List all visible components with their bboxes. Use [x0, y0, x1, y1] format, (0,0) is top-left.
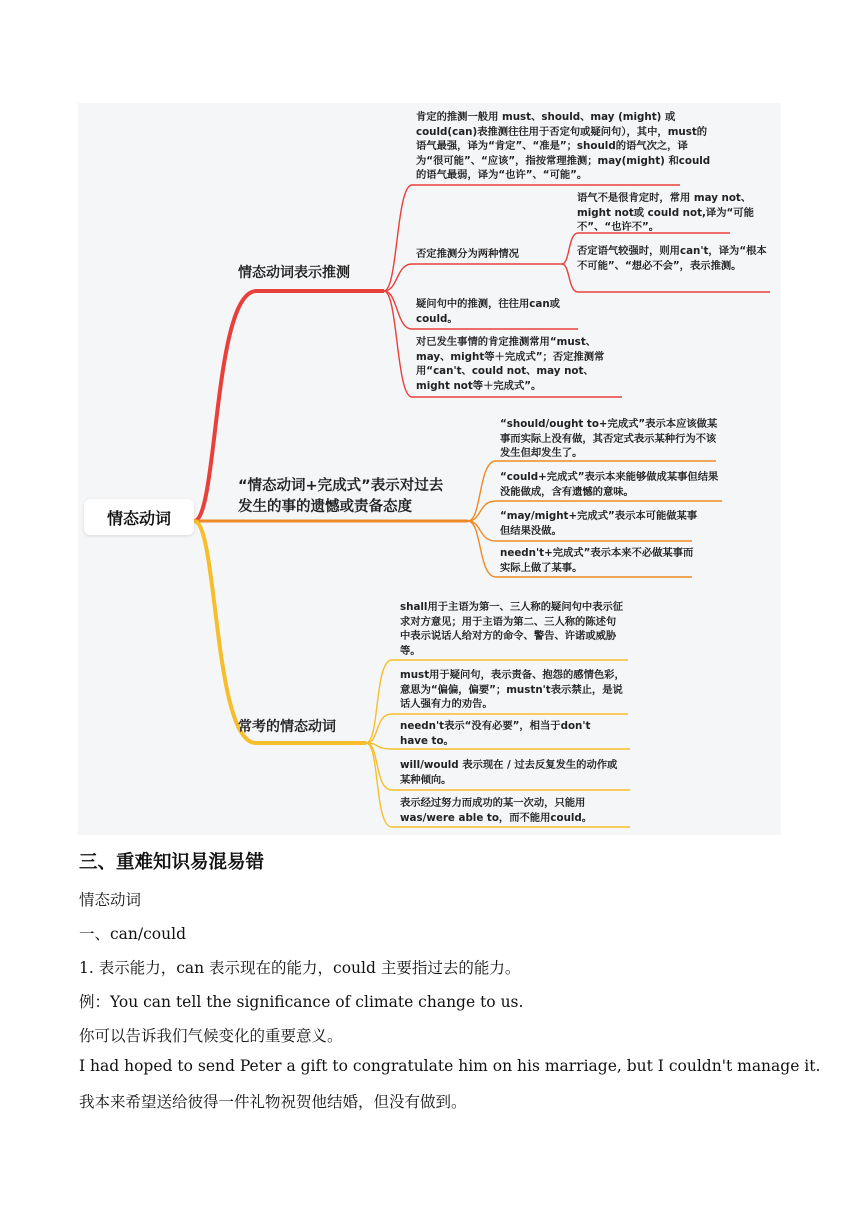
- branch-label-common: 常考的情态动词: [238, 719, 336, 735]
- node-may-perfect: “may/might+完成式”表示本可能做某事但结果没做。: [500, 510, 698, 537]
- example-sentence-2: I had hoped to send Peter a gift to congratulate him on his marriage, but I couldn't manage it.: [79, 1057, 821, 1075]
- sub-heading-can-could: 一、can/could: [79, 925, 187, 943]
- node-neednt: needn't表示“没有必要”，相当于don't have to。: [400, 720, 591, 747]
- node-should-perfect: “should/ought to+完成式”表示本应该做某事而实际上没有做，其否定式表示某种行为不该发生但却发生了。: [500, 418, 718, 460]
- example-sentence-1: 例：You can tell the significance of climate change to us.: [79, 993, 524, 1011]
- node-shall: shall用于主语为第一、三人称的疑问句中表示征求对方意见；用于主语为第二、三人称的陈述句中表示说话人给对方的命令、警告、许诺或威胁等。: [400, 601, 624, 657]
- node-question-inference: 疑问句中的推测，往往用can或could。: [416, 298, 560, 325]
- node-must: must用于疑问句，表示责备、抱怨的感情色彩，意思为“偏偏，偏要”；mustn't表示禁止，是说话人强有力的劝告。: [400, 669, 625, 711]
- node-could-perfect: “could+完成式”表示本来能够做成某事但结果没能做成，含有遗憾的意味。: [500, 471, 719, 498]
- branch-label-perfect-line1: “情态动词+完成式”表示对过去: [238, 478, 444, 494]
- mind-map-root: 情态动词: [84, 499, 194, 535]
- example-translation-2: 我本来希望送给彼得一件礼物祝贺他结婚，但没有做到。: [79, 1093, 467, 1111]
- node-was-able-to: 表示经过努力而成功的某一次动，只能用was/were able to，而不能用could。: [400, 797, 593, 824]
- example-translation-1: 你可以告诉我们气候变化的重要意义。: [79, 1027, 343, 1045]
- connector-root-branch3: [194, 521, 366, 743]
- node-negative-weak: 语气不是很肯定时，常用 may not、might not或 could not,译为“可能不”、“也许不”。: [577, 192, 754, 234]
- branch-label-inference: 情态动词表示推测: [238, 265, 350, 281]
- point-ability: 1. 表示能力，can 表示现在的能力，could 主要指过去的能力。: [79, 959, 521, 977]
- node-negative-inference: 否定推测分为两种情况: [416, 248, 519, 260]
- node-neednt-perfect: needn't+完成式”表示本来不必做某事而实际上做了某事。: [500, 547, 694, 574]
- node-positive-inference: 肯定的推测一般用 must、should、may (might) 或 could(can)表推测往往用于否定句或疑问句），其中，must的语气最强，译为“肯定”、“准是”；should的语气次之，译为“很可能”、“应该”，指按常理推测；may(might) 和could的语气最弱，译为“也许”、“可能”。: [416, 111, 711, 182]
- topic-label: 情态动词: [79, 891, 142, 909]
- node-past-inference: 对已发生事情的肯定推测常用“must、may、might等＋完成式”；否定推测常用“can't、could not、may not、might not等＋完成式”。: [416, 336, 605, 392]
- node-negative-strong: 否定语气较强时，则用can't，译为“根本不可能”、“想必不会”，表示推测。: [577, 245, 767, 272]
- section-title: 三、重难知识易混易错: [79, 852, 265, 873]
- node-will-would: will/would 表示现在 / 过去反复发生的动作或某种倾向。: [400, 759, 618, 786]
- mind-map: [78, 103, 781, 835]
- branch-label-perfect-line2: 发生的事的遗憾或责备态度: [238, 499, 412, 515]
